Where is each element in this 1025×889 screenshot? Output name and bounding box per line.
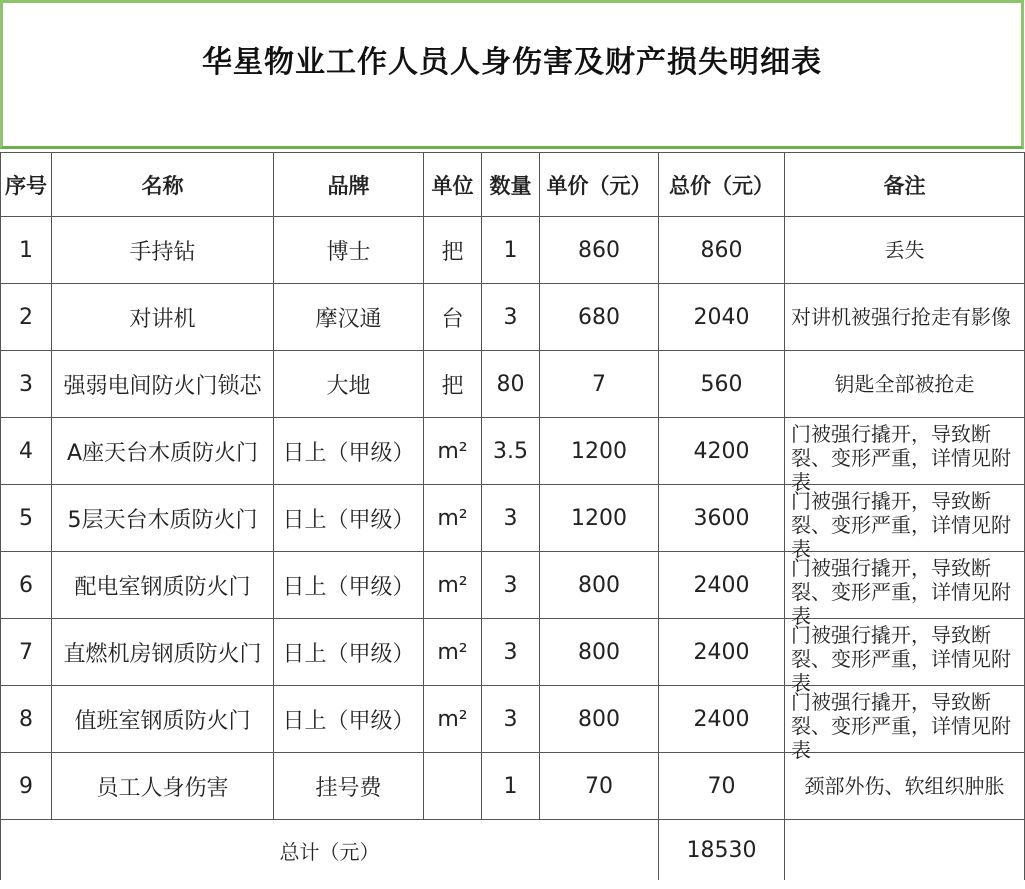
cell-qty: 3 [482, 284, 540, 351]
table-row [1, 686, 1025, 753]
cell-brand: 大地 [274, 351, 424, 418]
cell-price: 680 [540, 284, 659, 351]
cell-brand: 日上（甲级） [274, 619, 424, 686]
table-row [1, 619, 1025, 686]
cell-remark-text: 门被强行撬开，导致断裂、变形严重，详情见附表 [791, 489, 1011, 561]
cell-unit: 把 [424, 217, 482, 284]
header-qty: 数量 [482, 153, 540, 217]
cell-qty: 1 [482, 217, 540, 284]
cell-seq: 6 [1, 552, 52, 619]
cell-remark [785, 552, 1025, 628]
table-row [1, 485, 1025, 552]
cell-unit: m² [424, 619, 482, 686]
cell-qty: 3 [482, 485, 540, 552]
header-unit: 单位 [424, 153, 482, 217]
cell-brand: 挂号费 [274, 753, 424, 820]
cell-name: 值班室钢质防火门 [52, 686, 274, 753]
total-label: 总计（元） [1, 820, 659, 881]
cell-seq: 8 [1, 686, 52, 753]
title-banner [0, 0, 1024, 149]
total-row [1, 820, 1025, 881]
cell-name: 直燃机房钢质防火门 [52, 619, 274, 686]
cell-remark [785, 351, 1025, 418]
cell-remark-text: 门被强行撬开，导致断裂、变形严重，详情见附表 [791, 556, 1011, 628]
cell-unit: m² [424, 552, 482, 619]
cell-remark [785, 418, 1025, 494]
cell-unit [424, 753, 482, 820]
cell-remark-text: 门被强行撬开，导致断裂、变形严重，详情见附表 [791, 690, 1011, 762]
header-seq: 序号 [1, 153, 52, 217]
cell-remark-text: 门被强行撬开，导致断裂、变形严重，详情见附表 [791, 623, 1011, 695]
cell-name: 对讲机 [52, 284, 274, 351]
cell-qty: 3 [482, 686, 540, 753]
cell-remark [785, 485, 1025, 561]
cell-brand: 日上（甲级） [274, 418, 424, 485]
cell-remark [785, 619, 1025, 695]
total-value: 18530 [659, 820, 785, 881]
cell-total: 860 [659, 217, 785, 284]
cell-qty: 80 [482, 351, 540, 418]
table-row [1, 351, 1025, 418]
cell-name: A座天台木质防火门 [52, 418, 274, 485]
header-total: 总价（元） [659, 153, 785, 217]
cell-remark [785, 686, 1025, 762]
cell-seq: 4 [1, 418, 52, 485]
cell-seq: 2 [1, 284, 52, 351]
cell-brand: 日上（甲级） [274, 552, 424, 619]
cell-remark [785, 284, 1025, 351]
cell-seq: 9 [1, 753, 52, 820]
cell-total: 2400 [659, 619, 785, 686]
table-row [1, 284, 1025, 351]
table-row [1, 418, 1025, 485]
page-title: 华星物业工作人员人身伤害及财产损失明细表 [202, 45, 822, 80]
cell-qty: 3 [482, 619, 540, 686]
cell-name: 配电室钢质防火门 [52, 552, 274, 619]
cell-remark-text: 丢失 [884, 238, 925, 262]
table-row [1, 753, 1025, 820]
header-price: 单价（元） [540, 153, 659, 217]
cell-total: 3600 [659, 485, 785, 552]
cell-remark-text: 颈部外伤、软组织肿胀 [804, 774, 1005, 798]
cell-brand: 日上（甲级） [274, 686, 424, 753]
cell-price: 800 [540, 552, 659, 619]
total-remark-cell [785, 820, 1025, 881]
header-brand: 品牌 [274, 153, 424, 217]
cell-brand: 摩汉通 [274, 284, 424, 351]
cell-total: 70 [659, 753, 785, 820]
cell-unit: m² [424, 485, 482, 552]
cell-remark-text: 钥匙全部被抢走 [834, 372, 975, 396]
table-row [1, 552, 1025, 619]
cell-total: 560 [659, 351, 785, 418]
cell-price: 1200 [540, 485, 659, 552]
cell-unit: 把 [424, 351, 482, 418]
cell-seq: 3 [1, 351, 52, 418]
cell-remark [785, 217, 1025, 284]
cell-total: 2400 [659, 552, 785, 619]
header-name: 名称 [52, 153, 274, 217]
cell-unit: 台 [424, 284, 482, 351]
cell-brand: 日上（甲级） [274, 485, 424, 552]
cell-price: 800 [540, 619, 659, 686]
cell-unit: m² [424, 686, 482, 753]
cell-remark-text: 门被强行撬开，导致断裂、变形严重，详情见附表 [791, 422, 1011, 494]
cell-total: 2040 [659, 284, 785, 351]
cell-qty: 1 [482, 753, 540, 820]
cell-price: 860 [540, 217, 659, 284]
cell-seq: 5 [1, 485, 52, 552]
cell-price: 70 [540, 753, 659, 820]
cell-total: 4200 [659, 418, 785, 485]
cell-seq: 7 [1, 619, 52, 686]
table-header-row [1, 153, 1025, 217]
loss-detail-table [0, 152, 1025, 880]
cell-name: 5层天台木质防火门 [52, 485, 274, 552]
cell-name: 员工人身伤害 [52, 753, 274, 820]
cell-qty: 3.5 [482, 418, 540, 485]
cell-remark-text: 对讲机被强行抢走有影像 [791, 305, 1011, 329]
header-remark: 备注 [785, 153, 1025, 217]
cell-seq: 1 [1, 217, 52, 284]
table-row [1, 217, 1025, 284]
cell-brand: 博士 [274, 217, 424, 284]
cell-qty: 3 [482, 552, 540, 619]
cell-remark [785, 753, 1025, 820]
cell-name: 强弱电间防火门锁芯 [52, 351, 274, 418]
cell-price: 800 [540, 686, 659, 753]
cell-price: 7 [540, 351, 659, 418]
cell-total: 2400 [659, 686, 785, 753]
cell-price: 1200 [540, 418, 659, 485]
cell-unit: m² [424, 418, 482, 485]
cell-name: 手持钻 [52, 217, 274, 284]
